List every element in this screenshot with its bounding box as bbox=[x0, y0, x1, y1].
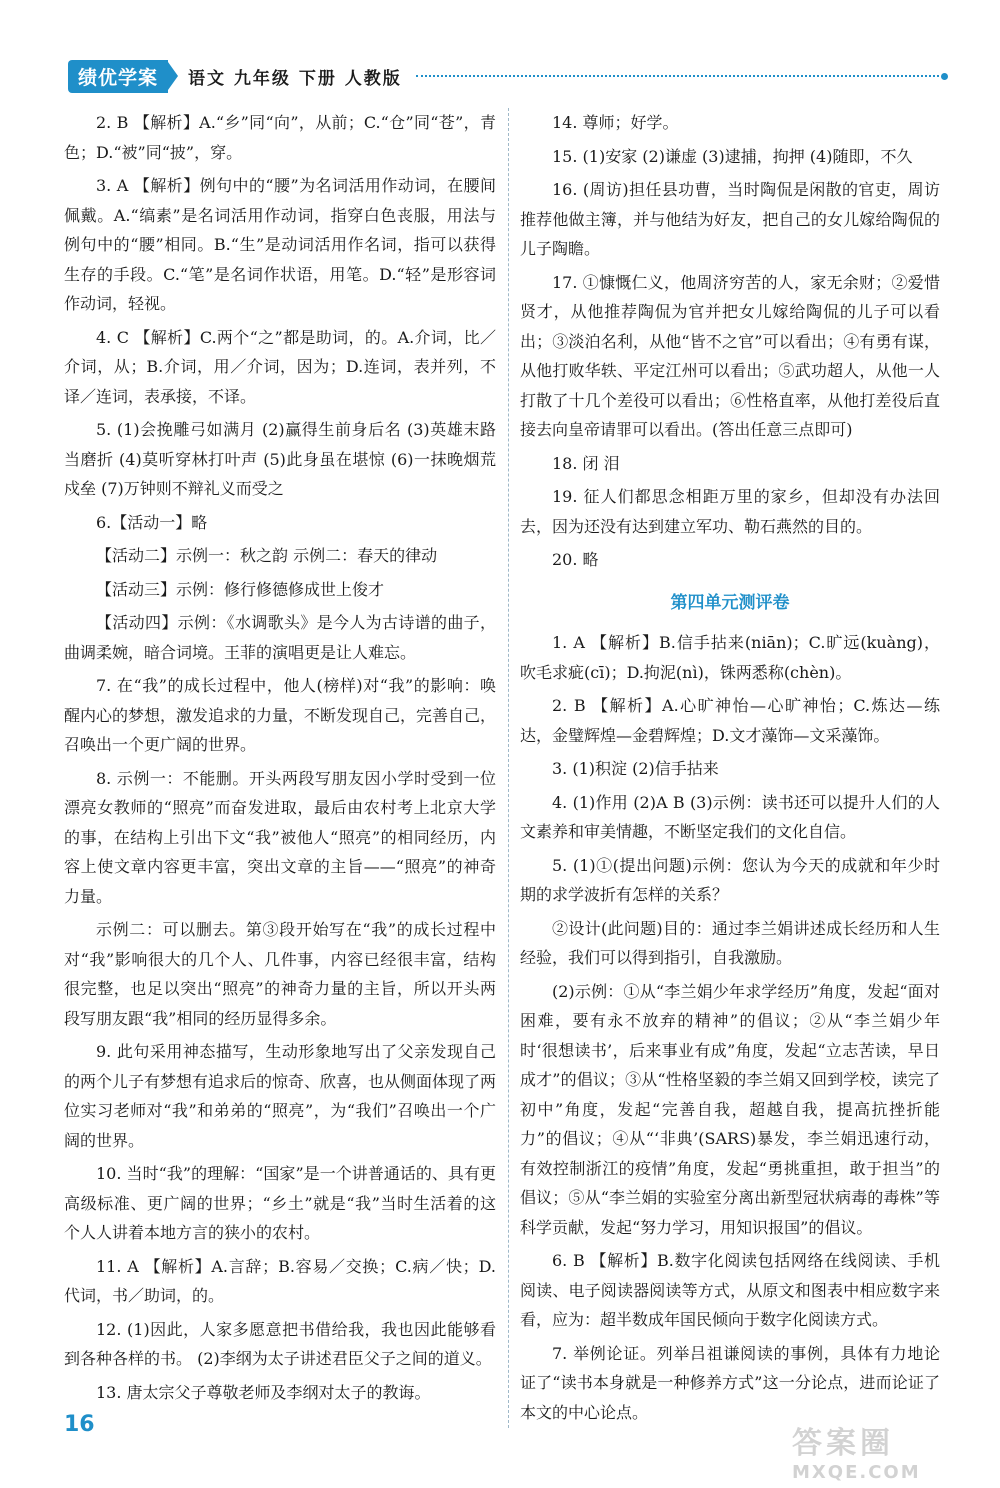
header-dotted-rule bbox=[416, 75, 939, 77]
right-column bbox=[520, 108, 940, 1431]
section-title: 第四单元测评卷 bbox=[670, 592, 790, 613]
answer-item: 4. (1)作用 (2)A B (3)示例：读书还可以提升人们的人文素养和审美情趣，不断坚定我们的文化自信。 bbox=[520, 792, 940, 841]
answer-item: 6.【活动一】略 bbox=[96, 512, 208, 532]
answer-item: 17. ①慷慨仁义，他周济穷苦的人，家无余财；②爱惜贤才，从他推荐陶侃为官并把女儿嫁给陶侃的儿子可以看出；③淡泊名利，从他“皆不之官”可以看出；④有勇有谋，从他打败华轶、平定江州可以看出；⑤武功超人，从他一人打散了十几个差役可以看出；⑥性格直率，从他打差役后直接去向皇帝请罪可以看出。(答出任意三点即可) bbox=[520, 272, 940, 439]
answer-item: 5. (1)①(提出问题)示例：您认为今天的成就和年少时期的求学波折有怎样的关系？ bbox=[520, 855, 940, 904]
answer-item: 3. (1)积淀 (2)信手拈来 bbox=[552, 759, 719, 778]
left-column bbox=[64, 108, 496, 1411]
header-dot bbox=[941, 73, 948, 80]
subject-label: 语文 九年级 下册 人教版 bbox=[188, 68, 402, 89]
answer-item: 示例二：可以删去。第③段开始写在“我”的成长过程中对“我”影响很大的几个人、几件事，内容已经很丰富，结构很完整，也足以突出“照亮”的神奇力量的主旨，所以开头两段写朋友跟“我”相同的经历显得多余。 bbox=[64, 920, 496, 1028]
answer-item: 1. A 【解析】B.信手拈来(niān)；C.旷远(kuàng)，吹毛求疵(cī)；D.拘泥(nì)，铢两悉称(chèn)。 bbox=[520, 633, 940, 682]
answer-item: 20. 略 bbox=[552, 550, 599, 569]
watermark-logo bbox=[792, 1418, 982, 1483]
answer-item: 【活动二】示例一：秋之韵 示例二：春天的律动 bbox=[96, 546, 438, 565]
watermark-top: 答案圈 bbox=[792, 1426, 894, 1461]
column-divider bbox=[508, 108, 510, 1428]
answer-item: 15. (1)安家 (2)谦虚 (3)逮捕，拘押 (4)随即，不久 bbox=[552, 146, 913, 166]
answer-item: 4. C 【解析】C.两个“之”都是助词，的。A.介词，比／介词，从；B.介词，用／介词，因为；D.连词，表并列，不译／连词，表承接，不译。 bbox=[64, 327, 496, 406]
answer-item: 9. 此句采用神态描写，生动形象地写出了父亲发现自己的两个儿子有梦想有追求后的惊奇、欣喜，也从侧面体现了两位实习老师对“我”和弟弟的“照亮”，为“我们”召唤出一个广阔的世界。 bbox=[64, 1042, 497, 1150]
answer-item: 2. B 【解析】A.“乡”同“向”，从前；C.“仓”同“苍”，青色；D.“被”同“披”，穿。 bbox=[64, 113, 496, 162]
answer-item: 10. 当时“我”的理解：“国家”是一个讲普通话的、具有更高级标准、更广阔的世界；“乡土”就是“我”当时生活着的这个人人讲着本地方言的狭小的农村。 bbox=[64, 1164, 496, 1242]
answer-item: 7. 举例论证。列举吕祖谦阅读的事例，具体有力地论证了“读书本身就是一种修养方式”这一分论点，进而论证了本文的中心论点。 bbox=[520, 1343, 940, 1422]
answer-item: 6. B 【解析】B.数字化阅读包括网络在线阅读、手机阅读、电子阅读器阅读等方式，从原文和图表中相应数字来看，应为：超半数成年国民倾向于数字化阅读方式。 bbox=[520, 1251, 940, 1329]
answer-item: 7. 在“我”的成长过程中，他人(榜样)对“我”的影响：唤醒内心的梦想，激发追求的力量，不断发现自己，完善自己，召唤出一个更广阔的世界。 bbox=[64, 676, 497, 754]
answer-item: 2. B 【解析】A.心旷神怡—心旷神怡；C.炼达—练达，金璧辉煌—金碧辉煌；D.文才藻饰—文采藻饰。 bbox=[520, 696, 940, 745]
answer-item: 16. (周访)担任县功曹，当时陶侃是闲散的官吏，周访推荐他做主簿，并与他结为好友，把自己的女儿嫁给陶侃的儿子陶瞻。 bbox=[520, 180, 940, 258]
answer-item: 11. A 【解析】A.言辞；B.容易／交换；C.病／快；D.代词，书／助词，的。 bbox=[64, 1256, 496, 1305]
answer-item: 13. 唐太宗父子尊敬老师及李纲对太子的教诲。 bbox=[96, 1382, 431, 1402]
answer-item: 【活动四】示例：《水调歌头》是今人为古诗谱的曲子，曲调柔婉，暗合词境。王菲的演唱更是让人难忘。 bbox=[64, 613, 496, 662]
answer-item: 19. 征人们都思念相距万里的家乡，但却没有办法回去，因为还没有达到建立军功、勒石燕然的目的。 bbox=[520, 487, 940, 536]
answer-item: 18. 闭 泪 bbox=[552, 453, 620, 473]
answer-item: (2)示例：①从“李兰娟少年求学经历”角度，发起“面对困难，要有永不放弃的精神”的倡议；②从“李兰娟少年时‘很想读书’，后来事业有成”角度，发起“立志苦读，早日成才”的倡议；③从“性格坚毅的李兰娟又回到学校，读完了初中”角度，发起“完善自我，超越自我，提高抗挫折能力”的倡议；④从“‘非典’(SARS)暴发，李兰娟迅速行动，有效控制浙江的疫情”角度，发起“勇挑重担，敢于担当”的倡议；⑤从“李兰娟的实验室分离出新型冠状病毒的毒株”等科学贡献，发起“努力学习，用知识报国”的倡议。 bbox=[520, 981, 940, 1237]
brand-arrow bbox=[168, 62, 178, 90]
watermark-bottom: MXQE.COM bbox=[792, 1462, 921, 1483]
brand-label: 绩优学案 bbox=[68, 60, 168, 93]
page-number: 16 bbox=[64, 1412, 95, 1437]
answer-item: 3. A 【解析】例句中的“腰”为名词活用作动词，在腰间佩戴。A.“缟素”是名词活用作动词，指穿白色丧服，用法与例句中的“腰”相同。B.“生”是动词活用作名词，指可以获得生存的手段。C.“笔”是名词作状语，用笔。D.“轻”是形容词作动词，轻视。 bbox=[64, 176, 496, 313]
answer-item: 【活动三】示例：修行修德修成世上俊才 bbox=[96, 579, 385, 599]
answer-item: 8. 示例一：不能删。开头两段写朋友因小学时受到一位漂亮女教师的“照亮”而奋发进取，最后由农村考上北京大学的事，在结构上引出下文“我”被他人“照亮”的相同经历，内容上使文章内容更丰富，突出文章的主旨——“照亮”的神奇力量。 bbox=[64, 768, 496, 906]
answer-item: ②设计(此问题)目的：通过李兰娟讲述成长经历和人生经验，我们可以得到指引，自我激励。 bbox=[520, 918, 940, 967]
answer-item: 12. (1)因此，人家多愿意把书借给我，我也因此能够看到各种各样的书。 (2)李纲为太子讲述君臣父子之间的道义。 bbox=[64, 1319, 496, 1368]
page-header bbox=[68, 60, 948, 92]
answer-item: 14. 尊师；好学。 bbox=[552, 113, 679, 132]
answer-item: 5. (1)会挽雕弓如满月 (2)赢得生前身后名 (3)英雄末路当磨折 (4)莫听穿林打叶声 (5)此身虽在堪惊 (6)一抹晚烟荒戍垒 (7)万钟则不辩礼义而受之 bbox=[64, 420, 496, 498]
